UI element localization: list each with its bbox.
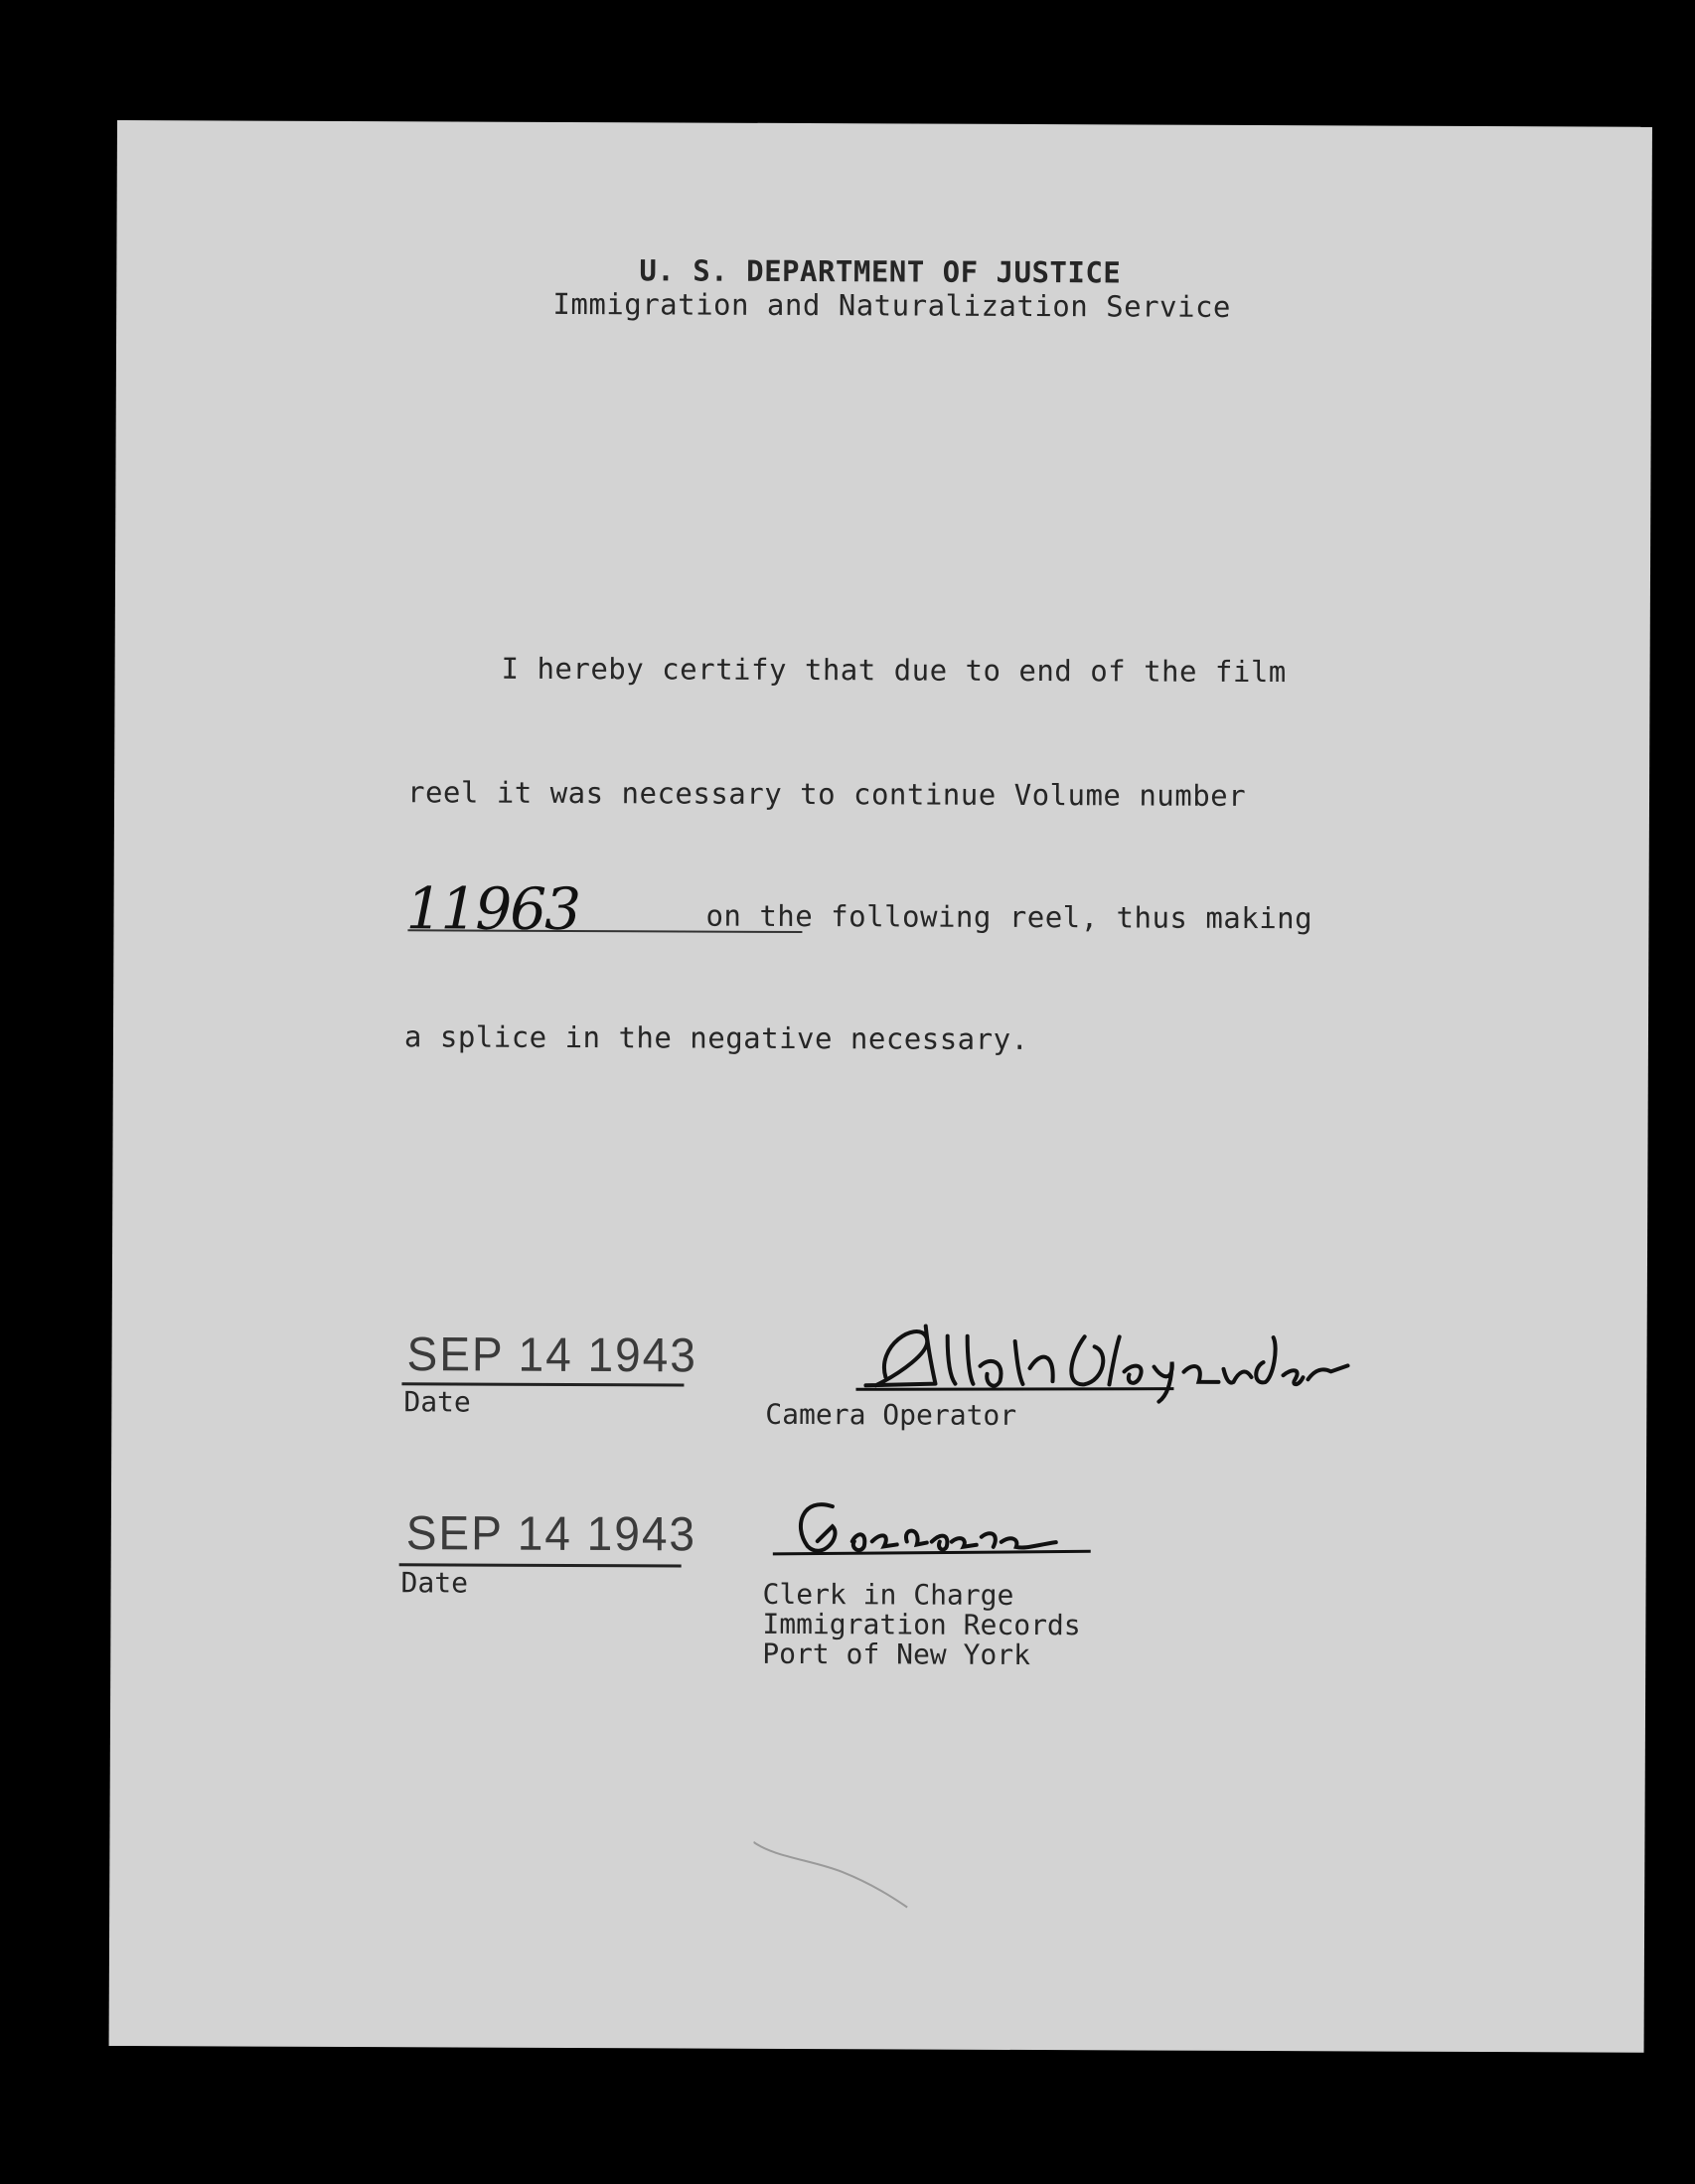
clerk-title-line-3: Port of New York xyxy=(762,1637,1031,1672)
body-line-1: I hereby certify that due to end of the film xyxy=(501,651,1287,690)
body-line-3: on the following reel, thus making xyxy=(705,898,1313,936)
camera-operator-title: Camera Operator xyxy=(765,1397,1017,1432)
clerk-title-line-1: Clerk in Charge xyxy=(762,1577,1014,1612)
clerk-title-line-2: Immigration Records xyxy=(762,1607,1081,1642)
paper-crease xyxy=(753,1832,912,1913)
date-stamp-1: SEP 14 1943 xyxy=(406,1326,697,1382)
clerk-signature xyxy=(773,1486,1131,1578)
service-heading: Immigration and Naturalization Service xyxy=(552,286,1231,324)
volume-number-handwritten: 11963 xyxy=(405,874,580,944)
agency-heading: U. S. DEPARTMENT OF JUSTICE xyxy=(639,253,1122,290)
date-label-2: Date xyxy=(400,1566,469,1600)
document-page xyxy=(109,120,1652,2053)
body-line-2: reel it was necessary to continue Volume number xyxy=(406,775,1247,813)
date-stamp-2: SEP 14 1943 xyxy=(405,1504,697,1561)
camera-operator-signature xyxy=(855,1306,1372,1407)
body-line-4: a splice in the negative necessary. xyxy=(403,1019,1029,1057)
date-label-1: Date xyxy=(403,1385,471,1419)
